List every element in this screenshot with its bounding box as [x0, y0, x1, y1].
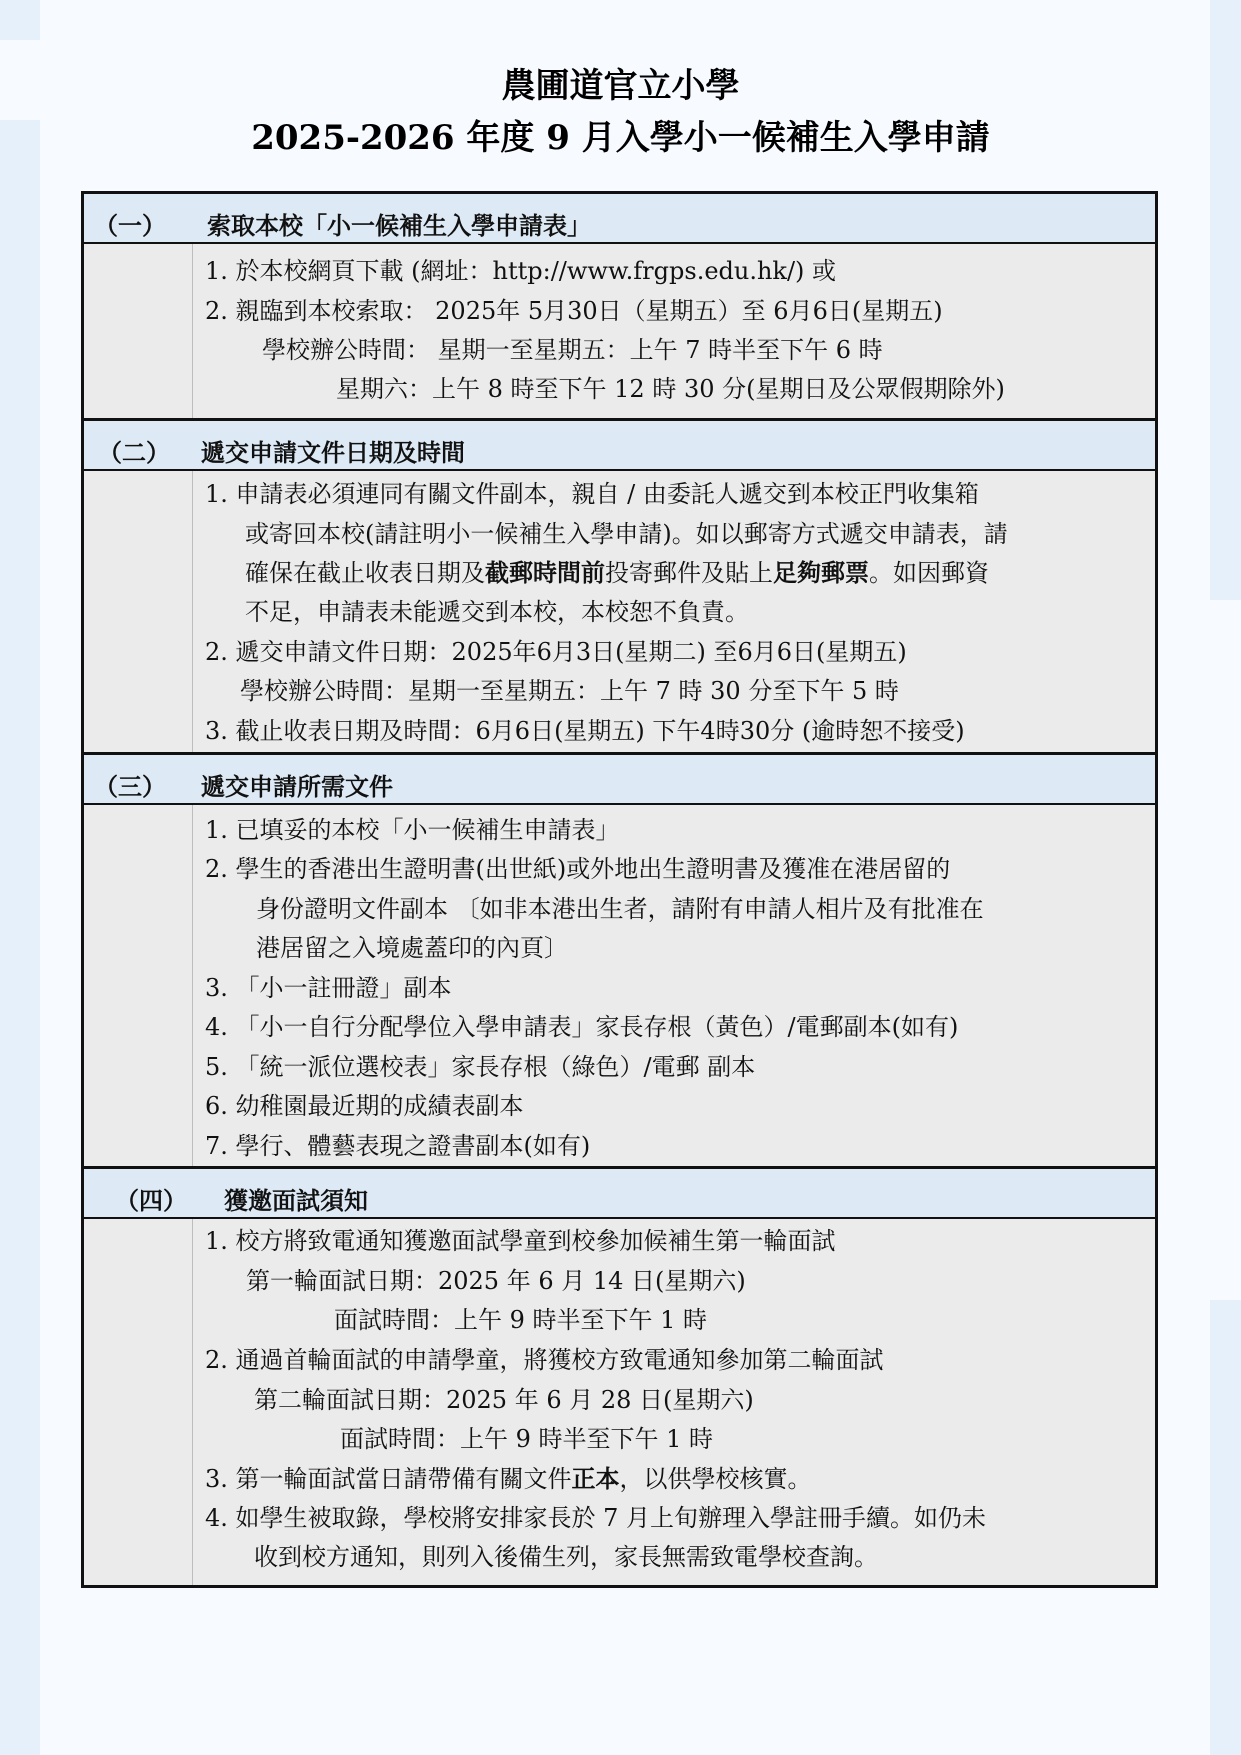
- rich-text: 投寄郵件及貼上: [605, 559, 773, 587]
- section-4-body: [84, 1219, 1155, 1585]
- section-3-line: 4. 「小一自行分配學位入學申請表」家長存根（黃色）/電郵副本(如有): [205, 1013, 959, 1041]
- section-2-number: （二）: [98, 438, 170, 467]
- section-3-line: 3. 「小一註冊證」副本: [205, 974, 452, 1002]
- row-gutter: [84, 471, 193, 752]
- emphasis-text: 足夠郵票: [773, 558, 869, 587]
- section-4-line: 第一輪面試日期：2025 年 6 月 14 日(星期六): [246, 1267, 746, 1295]
- section-2-line: 學校辦公時間：星期一至星期五：上午 7 時 30 分至下午 5 時: [240, 677, 899, 705]
- section-1-header: [84, 194, 1155, 244]
- section-4-line: 4. 如學生被取錄，學校將安排家長於 7 月上旬辦理入學註冊手續。如仍未: [205, 1504, 987, 1532]
- section-4-line: 面試時間：上午 9 時半至下午 1 時: [340, 1425, 714, 1453]
- section-3-body: [84, 805, 1155, 1169]
- section-2-line: 2. 遞交申請文件日期：2025年6月3日(星期二) 至6月6日(星期五): [205, 638, 907, 666]
- section-3-line: 港居留之入境處蓋印的內頁〕: [256, 934, 568, 962]
- rich-text: 。如因郵資: [869, 559, 989, 587]
- section-2-line: 3. 截止收表日期及時間：6月6日(星期五) 下午4時30分 (逾時恕不接受): [205, 717, 965, 745]
- section-3-title: 遞交申請所需文件: [201, 772, 393, 801]
- section-4-number: （四）: [115, 1186, 187, 1215]
- section-4-title: 獲邀面試須知: [224, 1186, 368, 1215]
- section-2-line: 不足，申請表未能遞交到本校，本校恕不負責。: [245, 598, 749, 626]
- row-gutter: [84, 1219, 193, 1585]
- section-1-title: 索取本校「小一候補生入學申請表」: [207, 211, 591, 240]
- section-2-line: 1. 申請表必須連同有關文件副本，親自 / 由委託人遞交到本校正門收集箱: [205, 480, 979, 508]
- section-2-rich-line: [245, 558, 989, 588]
- section-1-line: 學校辦公時間： 星期一至星期五：上午 7 時半至下午 6 時: [262, 336, 883, 364]
- section-4-line: 1. 校方將致電通知獲邀面試學童到校參加候補生第一輪面試: [205, 1227, 836, 1255]
- row-gutter: [84, 244, 193, 418]
- notice-table: [81, 191, 1158, 1588]
- section-2-line: 或寄回本校(請註明小一候補生入學申請)。如以郵寄方式遞交申請表，請: [245, 520, 1008, 548]
- section-4-line: 2. 通過首輪面試的申請學童，將獲校方致電通知參加第二輪面試: [205, 1346, 884, 1374]
- section-4-header: [84, 1169, 1155, 1219]
- school-name: 農圃道官立小學: [501, 66, 740, 106]
- emphasis-text: 正本: [571, 1464, 620, 1493]
- section-1-body: [84, 244, 1155, 421]
- rich-text: ，以供學校核實。: [619, 1465, 812, 1493]
- section-4-line: 面試時間：上午 9 時半至下午 1 時: [334, 1306, 708, 1334]
- section-1-line: 1. 於本校網頁下載 (網址：http://www.frgps.edu.hk/) 或: [205, 257, 837, 285]
- row-gutter: [84, 805, 193, 1166]
- section-3-line: 5. 「統一派位選校表」家長存根（綠色）/電郵 副本: [205, 1053, 756, 1081]
- section-3-line: 1. 已填妥的本校「小一候補生申請表」: [205, 816, 620, 844]
- section-2-body: [84, 471, 1155, 755]
- section-1-line: 星期六：上午 8 時至下午 12 時 30 分(星期日及公眾假期除外): [336, 375, 1005, 403]
- emphasis-text: 截郵時間前: [485, 558, 605, 587]
- section-1-line: 2. 親臨到本校索取： 2025年 5月30日（星期五）至 6月6日(星期五): [205, 297, 943, 325]
- section-3-line: 2. 學生的香港出生證明書(出世紙)或外地出生證明書及獲准在港居留的: [205, 855, 951, 883]
- section-4-rich-line: [205, 1464, 812, 1494]
- rich-text: 確保在截止收表日期及: [245, 559, 485, 587]
- section-2-header: [84, 421, 1155, 471]
- section-4-line: 收到校方通知，則列入後備生列，家長無需致電學校查詢。: [254, 1543, 878, 1571]
- section-2-title: 遞交申請文件日期及時間: [201, 438, 465, 467]
- section-3-line: 6. 幼稚園最近期的成績表副本: [205, 1092, 524, 1120]
- section-1-number: （一）: [94, 211, 166, 240]
- document-title: 2025-2026 年度 9 月入學小一候補生入學申請: [251, 118, 990, 158]
- section-3-number: （三）: [94, 772, 166, 801]
- section-4-line: 第二輪面試日期：2025 年 6 月 28 日(星期六): [254, 1386, 754, 1414]
- section-3-line: 7. 學行、體藝表現之證書副本(如有): [205, 1132, 591, 1160]
- section-3-line: 身份證明文件副本 〔如非本港出生者，請附有申請人相片及有批准在: [256, 895, 984, 923]
- section-3-header: [84, 755, 1155, 805]
- rich-text: 3. 第一輪面試當日請帶備有關文件: [205, 1465, 572, 1493]
